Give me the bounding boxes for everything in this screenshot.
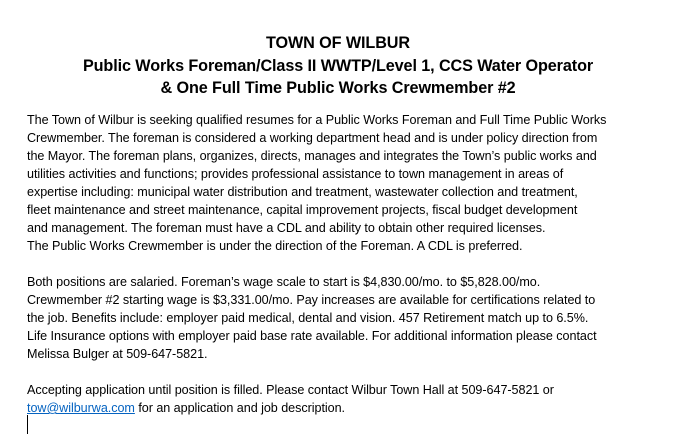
text-line-with-link: [27, 400, 345, 416]
text-line: and management. The foreman must have a CDL and ability to obtain other required licenses.: [27, 221, 546, 235]
text-line: utilities activities and functions; provides professional assistance to town management in areas of: [27, 167, 564, 181]
text-line: fleet maintenance and street maintenance, capital improvement projects, fiscal budget development: [27, 203, 578, 217]
text-line: Both positions are salaried. Foreman’s wage scale to start is $4,830.00/mo. to $5,828.00/mo.: [27, 275, 541, 289]
heading-town-name: TOWN OF WILBUR: [266, 34, 410, 52]
email-link[interactable]: tow@wilburwa.com: [27, 401, 135, 415]
text-line: Crewmember #2 starting wage is $3,331.00/mo. Pay increases are available for certifications related to: [27, 293, 596, 307]
text-line: The Town of Wilbur is seeking qualified resumes for a Public Works Foreman and Full Time Public Works: [27, 113, 607, 127]
text-line: Life Insurance options with employer paid base rate available. For additional information please contact: [27, 329, 597, 343]
text-line: Crewmember. The foreman is considered a working department head and is under policy direction from: [27, 131, 598, 145]
text-segment: for an application and job description.: [134, 401, 346, 415]
heading-position-title: Public Works Foreman/Class II WWTP/Level 1, CCS Water Operator: [82, 57, 594, 75]
text-line: expertise including: municipal water distribution and treatment, wastewater collection and treatment,: [27, 185, 578, 199]
text-line: Melissa Bulger at 509-647-5821.: [27, 347, 208, 361]
heading-crewmember-title: & One Full Time Public Works Crewmember #2: [160, 79, 516, 97]
text-line: Accepting application until position is filled. Please contact Wilbur Town Hall at 509-647-5821 or: [27, 383, 554, 397]
text-line: the job. Benefits include: employer paid medical, dental and vision. 457 Retirement match up to 6.5%.: [27, 311, 589, 325]
text-line: The Public Works Crewmember is under the direction of the Foreman. A CDL is preferred.: [27, 239, 523, 253]
text-cursor: [27, 415, 28, 434]
text-line: the Mayor. The foreman plans, organizes, directs, manages and integrates the Town’s public works and: [27, 149, 597, 163]
